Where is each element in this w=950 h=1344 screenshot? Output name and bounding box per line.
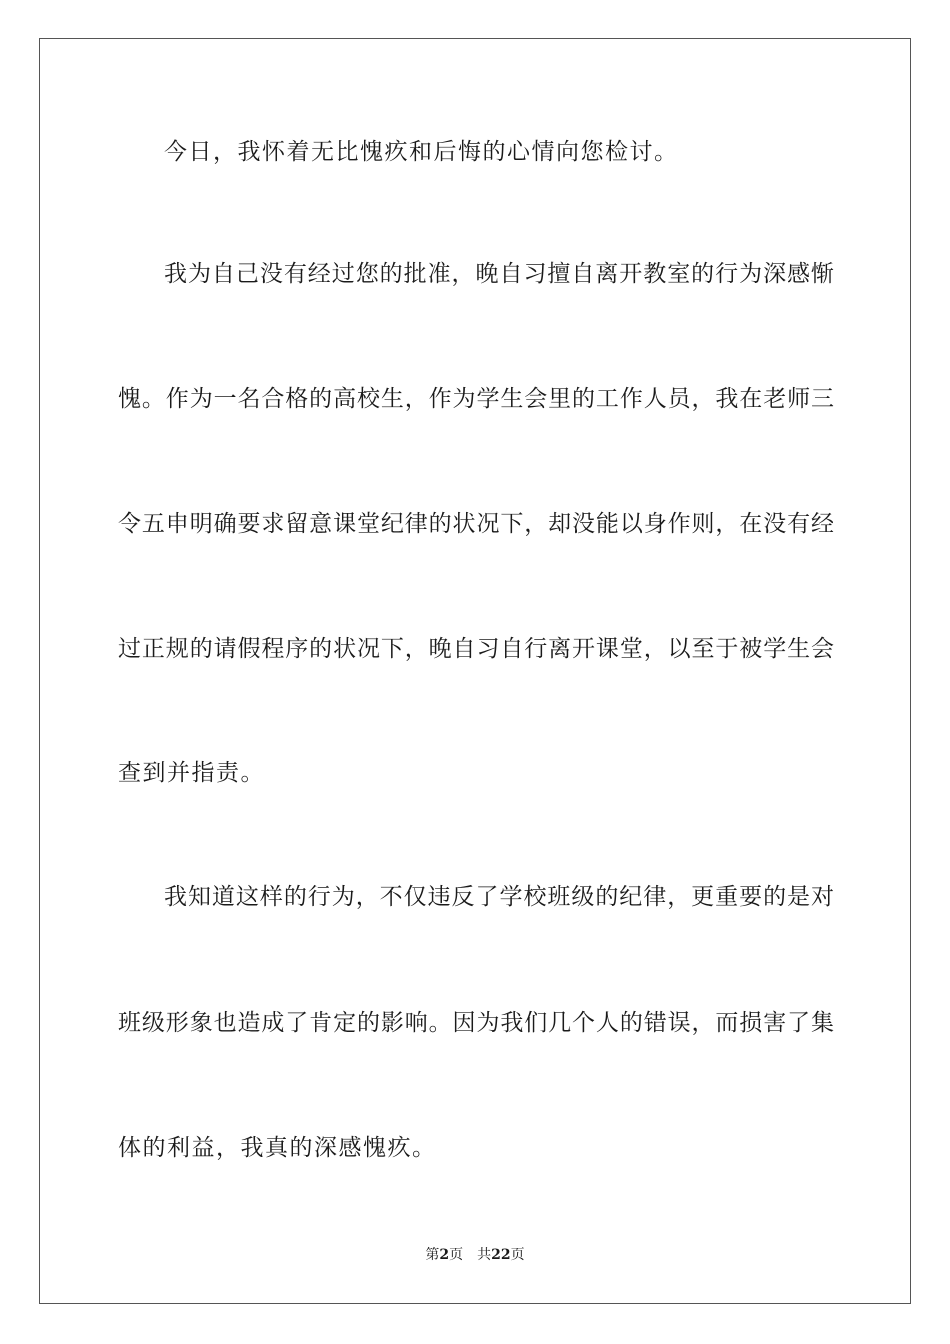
page-number: 2 bbox=[439, 1247, 450, 1263]
paragraph-3-line-3: 体的利益，我真的深感愧疚。 bbox=[118, 1135, 437, 1161]
page-border bbox=[39, 38, 911, 1304]
paragraph-2-line-2: 愧。作为一名合格的高校生，作为学生会里的工作人员，我在老师三 bbox=[118, 386, 834, 412]
paragraph-2-line-4: 过正规的请假程序的状况下，晚自习自行离开课堂，以至于被学生会 bbox=[118, 636, 834, 662]
total-prefix: 共 bbox=[477, 1247, 492, 1263]
paragraph-1-line-1: 今日，我怀着无比愧疚和后悔的心情向您检讨。 bbox=[164, 139, 679, 165]
page-prefix: 第 bbox=[425, 1247, 440, 1263]
paragraph-2-line-3: 令五申明确要求留意课堂纪律的状况下，却没能以身作则，在没有经 bbox=[118, 511, 834, 537]
total-suffix: 页 bbox=[510, 1247, 525, 1263]
total-pages: 22 bbox=[491, 1247, 511, 1263]
page-suffix: 页 bbox=[449, 1247, 464, 1263]
paragraph-3-line-1: 我知道这样的行为，不仅违反了学校班级的纪律，更重要的是对 bbox=[164, 884, 834, 910]
paragraph-2-line-1: 我为自己没有经过您的批准，晚自习擅自离开教室的行为深感惭 bbox=[164, 261, 834, 287]
paragraph-3-line-2: 班级形象也造成了肯定的影响。因为我们几个人的错误，而损害了集 bbox=[118, 1010, 834, 1036]
paragraph-2-line-5: 查到并指责。 bbox=[118, 760, 265, 786]
page-footer bbox=[0, 1246, 950, 1264]
